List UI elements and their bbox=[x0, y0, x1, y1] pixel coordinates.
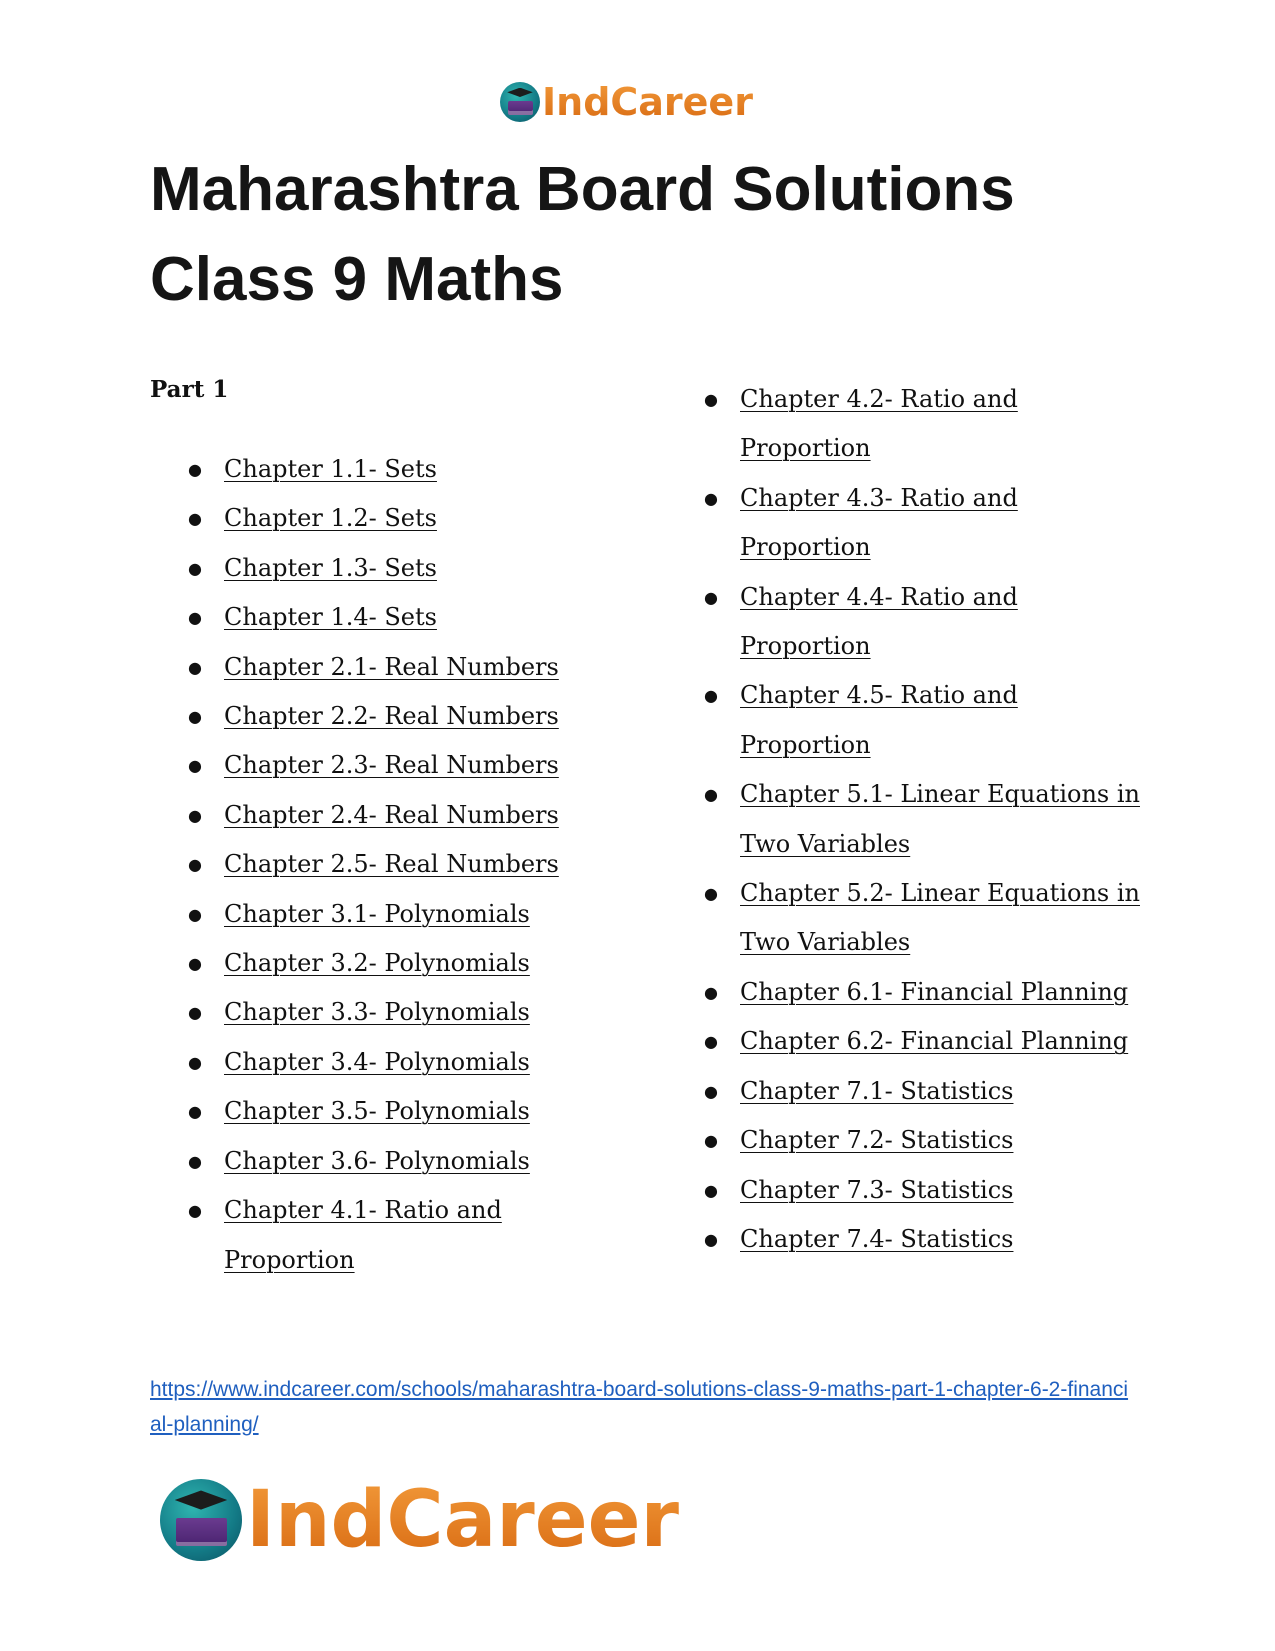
chapter-list-item bbox=[150, 840, 570, 889]
chapter-list-left bbox=[150, 445, 570, 1285]
chapter-link[interactable]: Chapter 4.3- Ratio and Proportion bbox=[740, 483, 1018, 562]
chapter-list-item bbox=[150, 1137, 570, 1186]
chapter-list-item bbox=[150, 741, 570, 790]
chapter-link[interactable]: Chapter 1.1- Sets bbox=[224, 455, 437, 483]
chapter-list-item bbox=[665, 1067, 1145, 1116]
chapter-list-item bbox=[150, 593, 570, 642]
chapter-link[interactable]: Chapter 3.2- Polynomials bbox=[224, 949, 530, 978]
chapter-link[interactable]: Chapter 1.4- Sets bbox=[224, 603, 437, 632]
chapter-list-item bbox=[665, 474, 1145, 573]
chapter-link[interactable]: Chapter 4.4- Ratio and Proportion bbox=[740, 582, 1018, 661]
chapter-link[interactable]: Chapter 2.4- Real Numbers bbox=[224, 800, 559, 829]
chapter-list-item bbox=[150, 544, 570, 593]
chapter-link[interactable]: Chapter 1.3- Sets bbox=[224, 553, 437, 582]
page-title bbox=[150, 145, 1150, 325]
chapter-list-item bbox=[150, 643, 570, 692]
chapter-list-item bbox=[665, 770, 1145, 869]
chapter-list-right bbox=[665, 375, 1145, 1264]
chapter-list-item bbox=[665, 869, 1145, 968]
chapter-list-item bbox=[150, 890, 570, 939]
chapter-link[interactable]: Chapter 6.2- Financial Planning bbox=[740, 1027, 1129, 1056]
chapter-link[interactable]: Chapter 3.3- Polynomials bbox=[224, 998, 530, 1027]
chapter-link[interactable]: Chapter 2.3- Real Numbers bbox=[224, 751, 559, 780]
header-logo bbox=[500, 80, 753, 124]
chapter-link[interactable]: Chapter 5.2- Linear Equations in Two Variables bbox=[740, 879, 1140, 957]
chapter-list-item bbox=[150, 445, 570, 494]
chapter-list-item bbox=[665, 375, 1145, 474]
chapter-link[interactable]: Chapter 3.5- Polynomials bbox=[224, 1097, 530, 1126]
chapter-list-item bbox=[665, 573, 1145, 672]
chapter-link[interactable]: Chapter 3.1- Polynomials bbox=[224, 899, 530, 928]
chapter-link[interactable]: Chapter 2.5- Real Numbers bbox=[224, 850, 559, 879]
chapter-list-item bbox=[150, 1038, 570, 1087]
chapter-link[interactable]: Chapter 7.2- Statistics bbox=[740, 1126, 1014, 1155]
chapter-list-item bbox=[665, 671, 1145, 770]
chapter-link[interactable]: Chapter 2.1- Real Numbers bbox=[224, 652, 559, 681]
chapter-link[interactable]: Chapter 4.5- Ratio and Proportion bbox=[740, 681, 1018, 759]
chapter-list-item bbox=[665, 968, 1145, 1017]
brand-name: IndCareer bbox=[246, 1475, 679, 1565]
chapter-list-item bbox=[150, 988, 570, 1037]
chapter-link[interactable]: Chapter 7.1- Statistics bbox=[740, 1076, 1014, 1105]
footer-source-link[interactable]: https://www.indcareer.com/schools/maharashtra-board-solutions-class-9-maths-part-1-chapter-6-2-financial-planning/ bbox=[150, 1378, 1129, 1436]
chapter-list-item bbox=[150, 939, 570, 988]
chapter-link[interactable]: Chapter 5.1- Linear Equations in Two Variables bbox=[740, 780, 1140, 858]
chapter-link[interactable]: Chapter 4.2- Ratio and Proportion bbox=[740, 385, 1018, 463]
chapter-link[interactable]: Chapter 3.4- Polynomials bbox=[224, 1047, 530, 1076]
graduation-book-logo-icon bbox=[160, 1479, 242, 1561]
chapter-list-item bbox=[665, 1116, 1145, 1165]
brand-name: IndCareer bbox=[542, 80, 753, 124]
chapter-list-item bbox=[665, 1166, 1145, 1215]
graduation-book-logo-icon bbox=[500, 82, 540, 122]
part-heading: Part 1 bbox=[150, 376, 229, 403]
chapter-link[interactable]: Chapter 4.1- Ratio and Proportion bbox=[224, 1196, 502, 1274]
chapter-link[interactable]: Chapter 7.4- Statistics bbox=[740, 1224, 1014, 1253]
chapter-link[interactable]: Chapter 7.3- Statistics bbox=[740, 1175, 1014, 1204]
chapter-link[interactable]: Chapter 1.2- Sets bbox=[224, 504, 437, 533]
chapter-link[interactable]: Chapter 6.1- Financial Planning bbox=[740, 977, 1129, 1006]
chapter-link[interactable]: Chapter 3.6- Polynomials bbox=[224, 1146, 530, 1175]
title-line-1: Maharashtra Board Solutions bbox=[150, 155, 1015, 224]
chapter-link[interactable]: Chapter 2.2- Real Numbers bbox=[224, 702, 559, 731]
chapter-list-item bbox=[150, 494, 570, 543]
footer-logo bbox=[160, 1475, 679, 1565]
chapter-list-item bbox=[665, 1215, 1145, 1264]
chapter-list-item bbox=[150, 791, 570, 840]
chapter-list-item bbox=[150, 692, 570, 741]
title-line-2: Class 9 Maths bbox=[150, 245, 564, 314]
chapter-list-item bbox=[150, 1186, 570, 1285]
chapter-list-item bbox=[150, 1087, 570, 1136]
chapter-list-item bbox=[665, 1017, 1145, 1066]
